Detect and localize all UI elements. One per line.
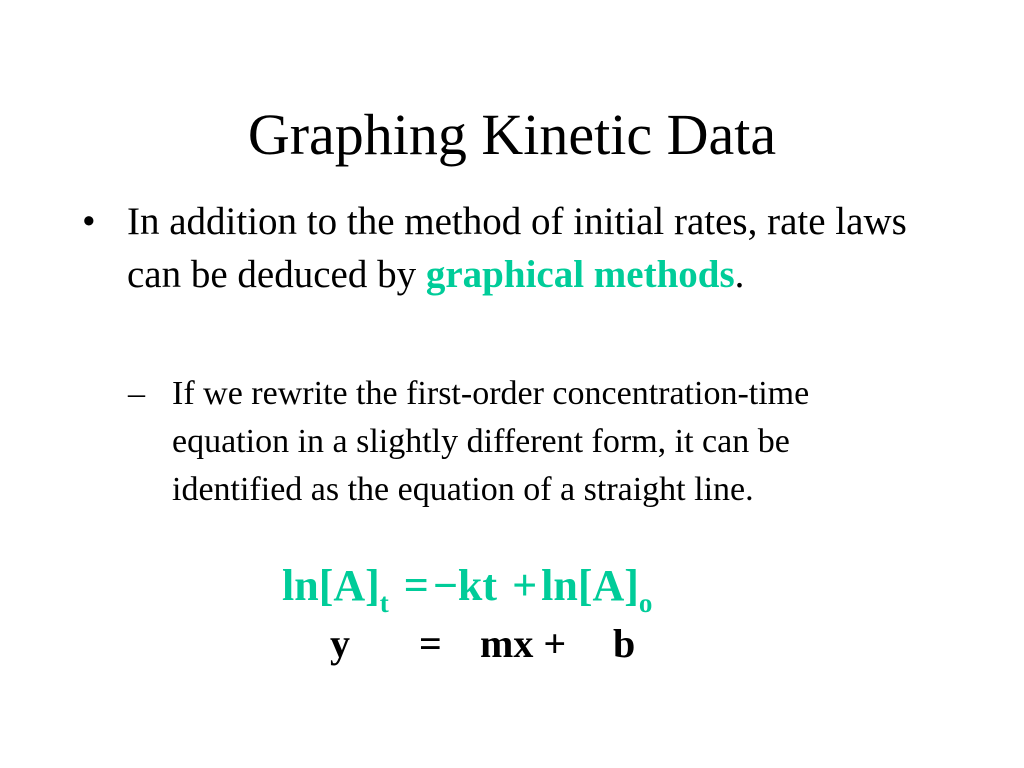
equation-plus: + bbox=[512, 561, 538, 610]
line-equation-b: b bbox=[613, 621, 636, 666]
bullet-text-after: . bbox=[734, 253, 745, 296]
sub-bullet-text: If we rewrite the first-order concentration-time equation in a slightly different form, it can be identified as the equation of a straight line. bbox=[172, 375, 810, 508]
bullet-highlight: graphical methods bbox=[425, 253, 735, 296]
equation-rhs-subscript: o bbox=[638, 588, 653, 618]
bullet-marker: • bbox=[82, 200, 96, 243]
first-order-equation bbox=[282, 558, 652, 619]
slide-title: Graphing Kinetic Data bbox=[247, 102, 777, 167]
line-equation-mx: mx + bbox=[480, 621, 567, 666]
equation-lhs-subscript: t bbox=[379, 588, 389, 618]
line-equation-y: y bbox=[330, 621, 350, 666]
equation-rhs: ln[A] bbox=[541, 561, 639, 610]
equation-equals: = bbox=[403, 561, 429, 610]
bullet-text-before: In addition to the method of initial rates, rate laws can be deduced by bbox=[127, 200, 907, 296]
equation-term1: −kt bbox=[432, 561, 498, 610]
bullet-text bbox=[127, 195, 957, 301]
sub-bullet-marker: – bbox=[128, 375, 145, 412]
line-equation-equals: = bbox=[419, 621, 442, 666]
equation-lhs: ln[A] bbox=[282, 561, 380, 610]
